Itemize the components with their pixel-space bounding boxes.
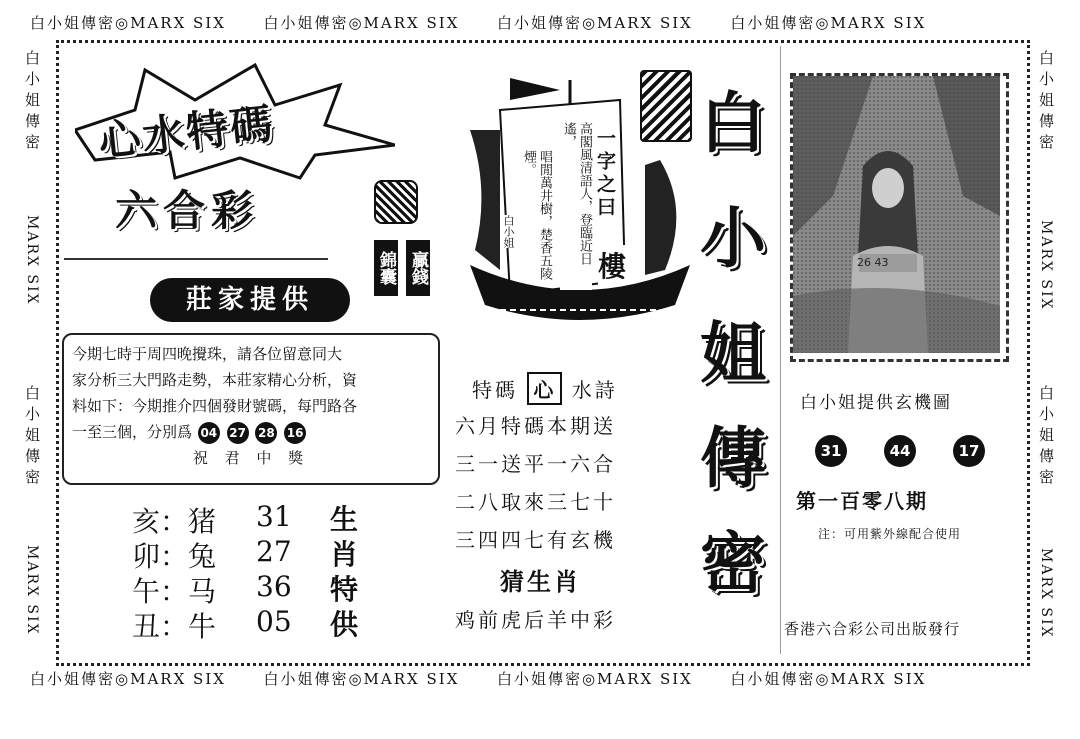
left-border-zh-2: 白小姐傳密 [23, 385, 41, 490]
right-border-zh-2: 白小姐傳密 [1037, 385, 1055, 490]
painting-icon [640, 70, 692, 142]
big-title-char-2: 小 [700, 199, 766, 277]
top-border-seg-1: 白小姐傳密◎MARX SIX [30, 14, 226, 32]
poem-title [472, 372, 618, 405]
photo-caption: 白小姐提供玄機圖 [800, 393, 952, 413]
bottom-border-seg-3: 白小姐傳密◎MARX SIX [496, 670, 693, 688]
divider [64, 258, 328, 260]
zodiac-label: 供 [330, 608, 359, 641]
notice-line-3: 料如下：今期推介四個發財號碼，每門路各 [72, 397, 358, 415]
zodiac-branch: 卯 [132, 540, 161, 573]
notice-number: 16 [284, 422, 306, 444]
left-border-en-1: MARX SIX [24, 215, 40, 306]
subtitle: 六合彩 [115, 186, 260, 235]
boat-answer: 樓 [598, 245, 626, 285]
big-title-char-3: 姐 [700, 314, 766, 392]
big-title-char-1: 白 [700, 84, 766, 162]
poem-title-right: 水詩 [571, 378, 618, 402]
boat-verse-right: 高閣風清語人，登臨近日遙， [560, 122, 592, 290]
star-title: 心水特碼 [96, 98, 277, 167]
zodiac-branch: 亥 [132, 505, 161, 538]
badge-left: 錦囊 [374, 240, 398, 296]
big-title-char-4: 傳 [700, 419, 766, 497]
bottom-border-seg-4: 白小姐傳密◎MARX SIX [730, 670, 927, 688]
zodiac-label: 生 [330, 503, 359, 536]
zodiac-row: 亥：猪 [132, 505, 217, 538]
top-border [30, 12, 926, 33]
poem-answer: 鸡前虎后羊中彩 [455, 608, 616, 632]
big-title-char-5: 密 [700, 524, 766, 602]
provider-pill: 莊家提供 [150, 278, 350, 322]
boat-heading: 一字之曰 [592, 128, 619, 220]
zodiac-row: 卯：兔 [132, 540, 217, 573]
photo-number: 31 [815, 435, 847, 467]
zodiac-label: 肖 [330, 538, 359, 571]
poem-riddle: 猜生肖 [500, 567, 581, 596]
zodiac-label: 特 [330, 573, 359, 606]
usage-note: 注：可用紫外線配合使用 [818, 527, 962, 541]
right-border-en-2: MARX SIX [1038, 548, 1054, 639]
poem-line: 二八取來三七十 [455, 490, 616, 514]
boat-signature: 白小姐 [502, 215, 515, 248]
top-border-seg-2: 白小姐傳密◎MARX SIX [263, 14, 460, 32]
photo-numbers: 26 43 [857, 256, 889, 269]
bottom-border [30, 668, 926, 689]
poem-title-left: 特碼 [472, 378, 518, 402]
poem-line: 三一送平一六合 [455, 452, 616, 476]
poem-line: 六月特碼本期送 [455, 414, 616, 438]
bottom-border-seg-1: 白小姐傳密◎MARX SIX [30, 670, 226, 688]
notice-number: 28 [255, 422, 277, 444]
zodiac-number: 31 [256, 500, 292, 533]
notice-line-4-prefix: 一至三個，分別爲 [72, 423, 193, 441]
zodiac-animal: 马 [188, 575, 217, 608]
left-border-en-2: MARX SIX [24, 545, 40, 636]
bottom-border-seg-2: 白小姐傳密◎MARX SIX [263, 670, 460, 688]
zodiac-animal: 猪 [188, 505, 217, 538]
right-border-zh-1: 白小姐傳密 [1037, 50, 1055, 155]
badge-right: 贏錢 [406, 240, 430, 296]
left-border-zh-1: 白小姐傳密 [23, 50, 41, 155]
notice-number: 27 [227, 422, 249, 444]
zodiac-number: 36 [256, 570, 292, 603]
photo-frame [790, 73, 1009, 362]
photo-number: 44 [884, 435, 916, 467]
notice-blessing: 祝 君 中 獎 [192, 449, 310, 467]
notice-number: 04 [198, 422, 220, 444]
boat-verse-left: 唱閒萬井樹，楚香五陵煙。 [521, 150, 552, 280]
right-border-en-1: MARX SIX [1038, 220, 1054, 311]
notice-line-2: 家分析三大門路走勢，本莊家精心分析，資 [72, 371, 358, 389]
right-divider [780, 46, 781, 654]
top-border-seg-3: 白小姐傳密◎MARX SIX [496, 14, 693, 32]
zodiac-number: 27 [256, 535, 292, 568]
zodiac-row: 午：马 [132, 575, 217, 608]
zodiac-branch: 午 [132, 575, 161, 608]
poem-line: 三四四七有玄機 [455, 528, 616, 552]
zodiac-branch: 丑 [132, 610, 161, 643]
zodiac-row: 丑：牛 [132, 610, 217, 643]
photo-number: 17 [953, 435, 985, 467]
issue-number: 第一百零八期 [796, 489, 928, 513]
publisher: 香港六合彩公司出版發行 [784, 620, 961, 638]
poem-title-mid: 心 [527, 372, 562, 405]
zodiac-number: 05 [256, 605, 292, 638]
zodiac-animal: 兔 [188, 540, 217, 573]
photo-image [793, 76, 1000, 353]
notice-line-4 [72, 419, 430, 445]
zodiac-animal: 牛 [188, 610, 217, 643]
photo-numbers-row [815, 435, 985, 467]
notice-line-1: 今期七時于周四晚攪珠，請各位留意同大 [72, 345, 343, 363]
lucky-bag-icon [374, 180, 418, 224]
top-border-seg-4: 白小姐傳密◎MARX SIX [730, 14, 927, 32]
notice-box [62, 333, 440, 485]
